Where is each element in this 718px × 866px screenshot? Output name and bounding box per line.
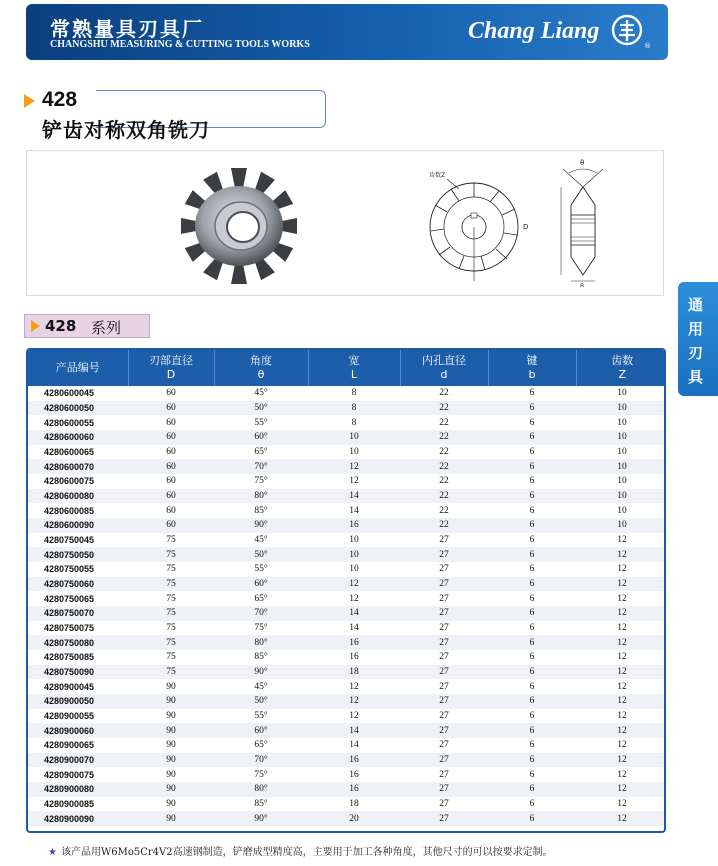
table-cell: 22 (400, 489, 488, 504)
table-cell: 4280750090 (28, 665, 128, 680)
table-row (28, 386, 666, 401)
table-cell: 12 (576, 621, 666, 636)
table-cell: 14 (308, 723, 400, 738)
table-cell: 16 (308, 635, 400, 650)
table-row (28, 591, 666, 606)
table-cell: 6 (488, 533, 576, 548)
table-cell: 90° (214, 518, 308, 533)
table-cell: 90 (128, 753, 214, 768)
table-cell: 90 (128, 694, 214, 709)
table-cell: 4280600085 (28, 503, 128, 518)
series-tag (24, 314, 150, 338)
table-cell: 10 (576, 459, 666, 474)
teeth-count-label: 齿数Z (429, 172, 446, 179)
table-cell: 16 (308, 767, 400, 782)
table-cell: 6 (488, 474, 576, 489)
table-cell: 12 (576, 606, 666, 621)
side-tab-char: 刃 (688, 344, 704, 362)
table-row (28, 445, 666, 460)
table-cell: 6 (488, 547, 576, 562)
header-angle: 角度 θ (214, 350, 308, 386)
table-cell: 55° (214, 709, 308, 724)
table-cell: 10 (576, 401, 666, 416)
table-cell: 27 (400, 738, 488, 753)
header-width: 宽 L (308, 350, 400, 386)
table-cell: 70° (214, 606, 308, 621)
table-cell: 4280900080 (28, 782, 128, 797)
table-cell: 90 (128, 709, 214, 724)
table-cell: 12 (308, 474, 400, 489)
table-row (28, 753, 666, 768)
width-label: B (580, 283, 585, 287)
table-cell: 75 (128, 606, 214, 621)
table-cell: 27 (400, 811, 488, 826)
table-cell: 22 (400, 401, 488, 416)
table-cell: 22 (400, 503, 488, 518)
table-cell: 60 (128, 503, 214, 518)
table-cell: 6 (488, 723, 576, 738)
table-cell: 12 (576, 577, 666, 592)
table-cell: 75° (214, 621, 308, 636)
table-cell: 4280900085 (28, 797, 128, 812)
table-cell: 60 (128, 430, 214, 445)
table-row (28, 767, 666, 782)
table-cell: 6 (488, 503, 576, 518)
table-cell: 12 (576, 738, 666, 753)
table-cell: 75° (214, 474, 308, 489)
table-row (28, 533, 666, 548)
table-cell: 4280600055 (28, 415, 128, 430)
table-cell: 16 (308, 753, 400, 768)
table-row (28, 430, 666, 445)
table-cell: 10 (576, 430, 666, 445)
table-cell: 90 (128, 782, 214, 797)
arrow-marker-icon (31, 320, 40, 332)
table-cell: 6 (488, 591, 576, 606)
table-cell: 6 (488, 606, 576, 621)
table-cell: 12 (308, 459, 400, 474)
table-cell: 16 (308, 518, 400, 533)
front-view-drawing (419, 165, 529, 285)
table-cell: 6 (488, 577, 576, 592)
series-code: 428 (45, 317, 77, 335)
section-code: 428 (42, 88, 78, 111)
table-cell: 27 (400, 562, 488, 577)
table-cell: 12 (576, 709, 666, 724)
table-cell: 27 (400, 635, 488, 650)
series-label: 系列 (91, 319, 122, 337)
table-cell: 10 (576, 415, 666, 430)
table-row (28, 503, 666, 518)
table-cell: 6 (488, 797, 576, 812)
table-cell: 12 (308, 577, 400, 592)
table-cell: 18 (308, 797, 400, 812)
table-cell: 12 (576, 635, 666, 650)
table-cell: 4280750060 (28, 577, 128, 592)
table-cell: 14 (308, 503, 400, 518)
table-cell: 12 (576, 562, 666, 577)
table-cell: 27 (400, 782, 488, 797)
angle-label: θ (580, 159, 585, 167)
table-cell: 6 (488, 562, 576, 577)
table-cell: 27 (400, 797, 488, 812)
registered-mark: ® (644, 42, 651, 50)
table-row (28, 650, 666, 665)
table-cell: 80° (214, 489, 308, 504)
table-cell: 6 (488, 415, 576, 430)
table-cell: 90° (214, 665, 308, 680)
table-cell: 4280600060 (28, 430, 128, 445)
table-row (28, 709, 666, 724)
table-cell: 22 (400, 445, 488, 460)
table-cell: 10 (576, 518, 666, 533)
table-cell: 6 (488, 445, 576, 460)
table-cell: 4280900075 (28, 767, 128, 782)
table-cell: 80° (214, 782, 308, 797)
table-cell: 50° (214, 401, 308, 416)
table-cell: 4280750080 (28, 635, 128, 650)
table-cell: 6 (488, 679, 576, 694)
cutter-photo (169, 161, 309, 291)
table-cell: 75 (128, 547, 214, 562)
table-cell: 10 (576, 489, 666, 504)
spec-table (26, 348, 666, 833)
side-view-drawing (553, 157, 613, 287)
table-row (28, 694, 666, 709)
table-cell: 60 (128, 518, 214, 533)
table-cell: 6 (488, 650, 576, 665)
table-cell: 12 (308, 709, 400, 724)
table-cell: 70° (214, 753, 308, 768)
table-cell: 6 (488, 489, 576, 504)
table-cell: 65° (214, 591, 308, 606)
category-side-tab[interactable] (678, 282, 718, 396)
table-cell: 85° (214, 797, 308, 812)
table-cell: 45° (214, 679, 308, 694)
table-cell: 8 (308, 415, 400, 430)
product-illustration-panel (26, 150, 664, 296)
table-cell: 12 (576, 679, 666, 694)
side-tab-char: 通 (688, 296, 704, 314)
table-cell: 60° (214, 723, 308, 738)
table-cell: 80° (214, 635, 308, 650)
table-cell: 75 (128, 562, 214, 577)
side-tab-char: 具 (688, 368, 704, 386)
table-cell: 27 (400, 606, 488, 621)
table-cell: 12 (308, 591, 400, 606)
table-cell: 60 (128, 459, 214, 474)
table-cell: 22 (400, 518, 488, 533)
table-row (28, 723, 666, 738)
table-cell: 45° (214, 386, 308, 401)
table-cell: 6 (488, 767, 576, 782)
table-cell: 90 (128, 767, 214, 782)
table-cell: 10 (576, 503, 666, 518)
diameter-label: D (523, 223, 529, 231)
table-row (28, 738, 666, 753)
table-row (28, 679, 666, 694)
table-cell: 90 (128, 723, 214, 738)
table-cell: 12 (576, 797, 666, 812)
table-row (28, 621, 666, 636)
table-cell: 4280750065 (28, 591, 128, 606)
table-cell: 6 (488, 753, 576, 768)
table-cell: 16 (308, 650, 400, 665)
header-key: 键 b (488, 350, 576, 386)
table-cell: 4280600070 (28, 459, 128, 474)
company-name-en: CHANGSHU MEASURING & CUTTING TOOLS WORKS (50, 39, 310, 50)
table-cell: 4280600050 (28, 401, 128, 416)
table-row (28, 562, 666, 577)
table-cell: 27 (400, 621, 488, 636)
table-cell: 12 (576, 811, 666, 826)
table-cell: 4280900090 (28, 811, 128, 826)
table-cell: 12 (576, 782, 666, 797)
table-cell: 12 (576, 650, 666, 665)
table-cell: 60 (128, 474, 214, 489)
table-cell: 27 (400, 650, 488, 665)
table-cell: 27 (400, 533, 488, 548)
table-cell: 12 (576, 753, 666, 768)
table-cell: 75 (128, 650, 214, 665)
table-cell: 16 (308, 782, 400, 797)
table-cell: 4280900055 (28, 709, 128, 724)
table-cell: 8 (308, 386, 400, 401)
table-cell: 45° (214, 533, 308, 548)
table-cell: 90 (128, 738, 214, 753)
table-cell: 4280900060 (28, 723, 128, 738)
table-cell: 6 (488, 430, 576, 445)
table-cell: 4280750070 (28, 606, 128, 621)
table-cell: 22 (400, 459, 488, 474)
table-cell: 27 (400, 665, 488, 680)
table-cell: 27 (400, 679, 488, 694)
table-cell: 27 (400, 577, 488, 592)
table-row (28, 606, 666, 621)
table-cell: 12 (308, 694, 400, 709)
header-teeth: 齿数 Z (576, 350, 666, 386)
table-row (28, 547, 666, 562)
table-cell: 6 (488, 459, 576, 474)
table-cell: 75 (128, 621, 214, 636)
table-row (28, 459, 666, 474)
table-cell: 4280600065 (28, 445, 128, 460)
table-cell: 27 (400, 694, 488, 709)
table-row (28, 811, 666, 826)
table-cell: 60° (214, 577, 308, 592)
table-cell: 60 (128, 401, 214, 416)
table-cell: 4280750075 (28, 621, 128, 636)
table-cell: 18 (308, 665, 400, 680)
section-title (24, 88, 314, 142)
table-cell: 6 (488, 665, 576, 680)
table-row (28, 489, 666, 504)
table-cell: 10 (576, 386, 666, 401)
table-cell: 90 (128, 797, 214, 812)
table-cell: 27 (400, 767, 488, 782)
table-row (28, 782, 666, 797)
table-row (28, 415, 666, 430)
table-row (28, 665, 666, 680)
table-cell: 4280750085 (28, 650, 128, 665)
table-cell: 12 (576, 547, 666, 562)
table-cell: 85° (214, 650, 308, 665)
table-row (28, 797, 666, 812)
table-cell: 27 (400, 709, 488, 724)
table-cell: 75 (128, 665, 214, 680)
table-cell: 60 (128, 415, 214, 430)
header-banner (26, 4, 668, 60)
table-cell: 8 (308, 401, 400, 416)
table-cell: 22 (400, 386, 488, 401)
table-cell: 14 (308, 621, 400, 636)
table-cell: 12 (576, 723, 666, 738)
table-cell: 12 (576, 665, 666, 680)
table-cell: 6 (488, 401, 576, 416)
table-cell: 75° (214, 767, 308, 782)
table-cell: 4280600075 (28, 474, 128, 489)
star-icon: ★ (48, 847, 57, 858)
table-cell: 4280600090 (28, 518, 128, 533)
section-name: 铲齿对称双角铣刀 (42, 118, 210, 142)
table-cell: 4280600080 (28, 489, 128, 504)
table-cell: 27 (400, 547, 488, 562)
table-cell: 85° (214, 503, 308, 518)
table-cell: 60 (128, 489, 214, 504)
table-cell: 6 (488, 518, 576, 533)
table-row (28, 518, 666, 533)
table-cell: 6 (488, 694, 576, 709)
table-cell: 90 (128, 679, 214, 694)
table-cell: 6 (488, 811, 576, 826)
table-cell: 27 (400, 591, 488, 606)
table-cell: 90° (214, 811, 308, 826)
table-cell: 70° (214, 459, 308, 474)
table-cell: 27 (400, 753, 488, 768)
table-cell: 22 (400, 430, 488, 445)
table-cell: 10 (576, 474, 666, 489)
header-diameter: 刃部直径 D (128, 350, 214, 386)
table-cell: 60 (128, 445, 214, 460)
table-cell: 65° (214, 445, 308, 460)
table-cell: 10 (308, 430, 400, 445)
table-cell: 10 (308, 562, 400, 577)
table-header-row (28, 350, 666, 386)
table-cell: 20 (308, 811, 400, 826)
table-cell: 22 (400, 474, 488, 489)
table-cell: 6 (488, 386, 576, 401)
table-cell: 12 (576, 533, 666, 548)
table-cell: 65° (214, 738, 308, 753)
table-cell: 4280750045 (28, 533, 128, 548)
table-cell: 50° (214, 547, 308, 562)
table-cell: 10 (308, 547, 400, 562)
side-tab-char: 用 (688, 320, 704, 338)
table-cell: 50° (214, 694, 308, 709)
brand-name: Chang Liang (468, 18, 600, 44)
header-product-code: 产品编号 (28, 350, 128, 386)
table-cell: 6 (488, 738, 576, 753)
table-cell: 6 (488, 621, 576, 636)
table-cell: 75 (128, 591, 214, 606)
table-row (28, 577, 666, 592)
table-cell: 12 (576, 591, 666, 606)
footnote-text: 该产品用W6Mo5Cr4V2高速钢制造，铲磨成型精度高，主要用于加工各种角度，其他尺寸的可以按要求定制。 (60, 847, 553, 858)
table-cell: 4280750055 (28, 562, 128, 577)
table-cell: 4280900070 (28, 753, 128, 768)
table-row (28, 635, 666, 650)
table-cell: 22 (400, 415, 488, 430)
table-cell: 75 (128, 577, 214, 592)
table-cell: 60 (128, 386, 214, 401)
table-cell: 10 (308, 445, 400, 460)
brand-logo-icon (611, 14, 643, 46)
table-cell: 27 (400, 723, 488, 738)
table-cell: 4280750050 (28, 547, 128, 562)
table-row (28, 401, 666, 416)
footnote (48, 843, 553, 858)
table-cell: 75 (128, 635, 214, 650)
table-cell: 55° (214, 415, 308, 430)
table-cell: 75 (128, 533, 214, 548)
table-cell: 10 (308, 533, 400, 548)
table-row (28, 474, 666, 489)
table-cell: 4280600045 (28, 386, 128, 401)
table-cell: 14 (308, 489, 400, 504)
company-name-cn: 常熟量具刃具厂 (50, 17, 204, 41)
table-cell: 14 (308, 606, 400, 621)
table-cell: 10 (576, 445, 666, 460)
table-cell: 60° (214, 430, 308, 445)
table-cell: 6 (488, 782, 576, 797)
table-cell: 4280900050 (28, 694, 128, 709)
header-bore: 内孔直径 d (400, 350, 488, 386)
arrow-marker-icon (24, 94, 35, 108)
table-cell: 12 (308, 679, 400, 694)
table-cell: 6 (488, 635, 576, 650)
table-cell: 4280900045 (28, 679, 128, 694)
table-cell: 6 (488, 709, 576, 724)
table-cell: 12 (576, 767, 666, 782)
table-cell: 4280900065 (28, 738, 128, 753)
table-cell: 90 (128, 811, 214, 826)
table-cell: 14 (308, 738, 400, 753)
table-cell: 55° (214, 562, 308, 577)
table-cell: 12 (576, 694, 666, 709)
